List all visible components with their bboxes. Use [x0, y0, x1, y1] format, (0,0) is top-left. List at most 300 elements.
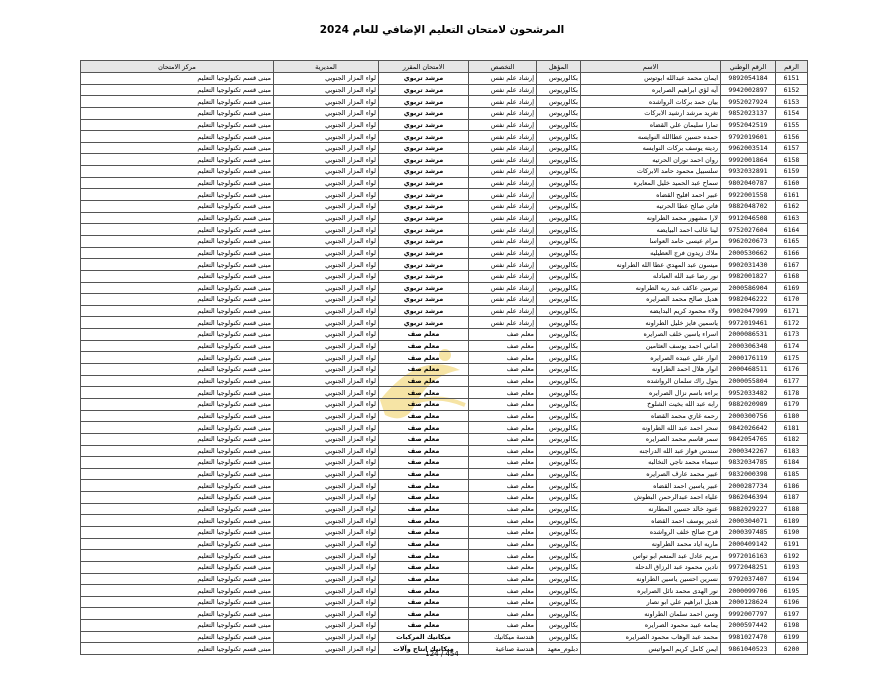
national-id-cell: 9972016163: [721, 550, 776, 562]
national-id-cell: 9852023137: [721, 107, 776, 119]
table-row: [81, 212, 808, 224]
qualification-cell: بكالوريوس: [537, 468, 581, 480]
exam-center-cell: مبنى قسم تكنولوجيا التعليم: [81, 84, 274, 96]
table-row: [81, 492, 808, 504]
exam-center-cell: مبنى قسم تكنولوجيا التعليم: [81, 375, 274, 387]
table-row: [81, 596, 808, 608]
table-row: [81, 585, 808, 597]
exam-center-cell: مبنى قسم تكنولوجيا التعليم: [81, 398, 274, 410]
exam-subject-cell: معلم صف: [379, 503, 469, 515]
table-row: [81, 119, 808, 131]
specialization-cell: هندسة ميكانيك: [469, 631, 537, 643]
national-id-cell: 9981027470: [721, 631, 776, 643]
qualification-cell: بكالوريوس: [537, 515, 581, 527]
exam-center-cell: مبنى قسم تكنولوجيا التعليم: [81, 492, 274, 504]
directorate-cell: لواء المزار الجنوبي: [274, 457, 379, 469]
exam-subject-cell: مرشد تربوي: [379, 96, 469, 108]
exam-subject-cell: معلم صف: [379, 515, 469, 527]
qualification-cell: بكالوريوس: [537, 433, 581, 445]
directorate-cell: لواء المزار الجنوبي: [274, 375, 379, 387]
table-body: [81, 73, 808, 655]
exam-center-cell: مبنى قسم تكنولوجيا التعليم: [81, 142, 274, 154]
specialization-cell: إرشاد علم نفس: [469, 294, 537, 306]
qualification-cell: بكالوريوس: [537, 398, 581, 410]
row-number-cell: 6198: [776, 620, 808, 632]
row-number-cell: 6154: [776, 107, 808, 119]
table-row: [81, 96, 808, 108]
row-number-cell: 6184: [776, 457, 808, 469]
exam-subject-cell: معلم صف: [379, 422, 469, 434]
exam-center-cell: مبنى قسم تكنولوجيا التعليم: [81, 282, 274, 294]
national-id-cell: 9992001864: [721, 154, 776, 166]
qualification-cell: بكالوريوس: [537, 526, 581, 538]
qualification-cell: بكالوريوس: [537, 329, 581, 341]
candidate-name-cell: وسن احمد سلمان الطراونه: [581, 608, 721, 620]
national-id-cell: 2000099706: [721, 585, 776, 597]
candidate-name-cell: سماح عبد الحميد خليل المعايره: [581, 177, 721, 189]
national-id-cell: 9832000398: [721, 468, 776, 480]
exam-subject-cell: معلم صف: [379, 410, 469, 422]
header-center: مركز الامتحان: [81, 61, 274, 73]
directorate-cell: لواء المزار الجنوبي: [274, 247, 379, 259]
qualification-cell: بكالوريوس: [537, 305, 581, 317]
qualification-cell: بكالوريوس: [537, 503, 581, 515]
row-number-cell: 6169: [776, 282, 808, 294]
qualification-cell: بكالوريوس: [537, 352, 581, 364]
national-id-cell: 9892054184: [721, 73, 776, 85]
qualification-cell: بكالوريوس: [537, 166, 581, 178]
row-number-cell: 6172: [776, 317, 808, 329]
national-id-cell: 2000287734: [721, 480, 776, 492]
qualification-cell: بكالوريوس: [537, 154, 581, 166]
row-number-cell: 6153: [776, 96, 808, 108]
national-id-cell: 2000597442: [721, 620, 776, 632]
candidate-name-cell: بيان حمد بركات الرواشده: [581, 96, 721, 108]
row-number-cell: 6161: [776, 189, 808, 201]
specialization-cell: إرشاد علم نفس: [469, 247, 537, 259]
exam-center-cell: مبنى قسم تكنولوجيا التعليم: [81, 154, 274, 166]
specialization-cell: إرشاد علم نفس: [469, 305, 537, 317]
directorate-cell: لواء المزار الجنوبي: [274, 305, 379, 317]
exam-subject-cell: مرشد تربوي: [379, 177, 469, 189]
row-number-cell: 6159: [776, 166, 808, 178]
exam-subject-cell: ميكانيك المركبات: [379, 631, 469, 643]
candidate-name-cell: بتول راك سلمان الرواشده: [581, 375, 721, 387]
qualification-cell: بكالوريوس: [537, 561, 581, 573]
table-row: [81, 364, 808, 376]
candidate-name-cell: ايمن كامل كريم المواتيس: [581, 643, 721, 655]
exam-subject-cell: معلم صف: [379, 340, 469, 352]
national-id-cell: 9942002897: [721, 84, 776, 96]
exam-subject-cell: معلم صف: [379, 561, 469, 573]
specialization-cell: إرشاد علم نفس: [469, 131, 537, 143]
national-id-cell: 2000306348: [721, 340, 776, 352]
table-row: [81, 503, 808, 515]
national-id-cell: 2000586904: [721, 282, 776, 294]
national-id-cell: 2000530662: [721, 247, 776, 259]
exam-center-cell: مبنى قسم تكنولوجيا التعليم: [81, 620, 274, 632]
table-row: [81, 247, 808, 259]
exam-subject-cell: معلم صف: [379, 398, 469, 410]
candidate-name-cell: نسرين احسين ياسين الطراونه: [581, 573, 721, 585]
qualification-cell: بكالوريوس: [537, 142, 581, 154]
candidate-name-cell: محمد عبد الوهاب محمود الصرايره: [581, 631, 721, 643]
qualification-cell: بكالوريوس: [537, 247, 581, 259]
candidate-name-cell: سندس فواز عبد الله الدراجنه: [581, 445, 721, 457]
specialization-cell: إرشاد علم نفس: [469, 189, 537, 201]
national-id-cell: 2000300756: [721, 410, 776, 422]
row-number-cell: 6186: [776, 480, 808, 492]
exam-subject-cell: معلم صف: [379, 550, 469, 562]
exam-subject-cell: معلم صف: [379, 457, 469, 469]
qualification-cell: بكالوريوس: [537, 96, 581, 108]
row-number-cell: 6151: [776, 73, 808, 85]
exam-center-cell: مبنى قسم تكنولوجيا التعليم: [81, 573, 274, 585]
table-row: [81, 259, 808, 271]
row-number-cell: 6187: [776, 492, 808, 504]
row-number-cell: 6152: [776, 84, 808, 96]
row-number-cell: 6158: [776, 154, 808, 166]
exam-subject-cell: مرشد تربوي: [379, 282, 469, 294]
row-number-cell: 6162: [776, 201, 808, 213]
table-row: [81, 573, 808, 585]
specialization-cell: إرشاد علم نفس: [469, 282, 537, 294]
exam-subject-cell: مرشد تربوي: [379, 235, 469, 247]
row-number-cell: 6181: [776, 422, 808, 434]
exam-subject-cell: معلم صف: [379, 433, 469, 445]
specialization-cell: معلم صف: [469, 329, 537, 341]
qualification-cell: بكالوريوس: [537, 620, 581, 632]
table-row: [81, 317, 808, 329]
table-row: [81, 235, 808, 247]
table-row: [81, 561, 808, 573]
exam-subject-cell: معلم صف: [379, 375, 469, 387]
exam-center-cell: مبنى قسم تكنولوجيا التعليم: [81, 212, 274, 224]
national-id-cell: 9842054765: [721, 433, 776, 445]
specialization-cell: معلم صف: [469, 433, 537, 445]
specialization-cell: إرشاد علم نفس: [469, 224, 537, 236]
exam-subject-cell: مرشد تربوي: [379, 154, 469, 166]
row-number-cell: 6170: [776, 294, 808, 306]
exam-center-cell: مبنى قسم تكنولوجيا التعليم: [81, 631, 274, 643]
exam-subject-cell: ميكانيك انتاج وآلات: [379, 643, 469, 655]
specialization-cell: إرشاد علم نفس: [469, 270, 537, 282]
national-id-cell: 2000397485: [721, 526, 776, 538]
candidate-name-cell: مريم عادل عبد المنعم ابو نواس: [581, 550, 721, 562]
row-number-cell: 6171: [776, 305, 808, 317]
header-qualification: المؤهل: [537, 61, 581, 73]
specialization-cell: معلم صف: [469, 387, 537, 399]
candidate-name-cell: حمده حسين عطاالله النوايسه: [581, 131, 721, 143]
qualification-cell: بكالوريوس: [537, 608, 581, 620]
qualification-cell: بكالوريوس: [537, 457, 581, 469]
row-number-cell: 6182: [776, 433, 808, 445]
directorate-cell: لواء المزار الجنوبي: [274, 154, 379, 166]
table-row: [81, 224, 808, 236]
exam-center-cell: مبنى قسم تكنولوجيا التعليم: [81, 410, 274, 422]
row-number-cell: 6167: [776, 259, 808, 271]
national-id-cell: 2000055804: [721, 375, 776, 387]
table-row: [81, 189, 808, 201]
exam-center-cell: مبنى قسم تكنولوجيا التعليم: [81, 468, 274, 480]
exam-subject-cell: مرشد تربوي: [379, 107, 469, 119]
qualification-cell: بكالوريوس: [537, 573, 581, 585]
exam-center-cell: مبنى قسم تكنولوجيا التعليم: [81, 131, 274, 143]
candidate-name-cell: اماني احمد يوسف العثامين: [581, 340, 721, 352]
specialization-cell: إرشاد علم نفس: [469, 154, 537, 166]
qualification-cell: بكالوريوس: [537, 189, 581, 201]
row-number-cell: 6193: [776, 561, 808, 573]
directorate-cell: لواء المزار الجنوبي: [274, 177, 379, 189]
national-id-cell: 9902031430: [721, 259, 776, 271]
row-number-cell: 6177: [776, 375, 808, 387]
national-id-cell: 2000086531: [721, 329, 776, 341]
directorate-cell: لواء المزار الجنوبي: [274, 573, 379, 585]
national-id-cell: 9952027924: [721, 96, 776, 108]
national-id-cell: 9992007797: [721, 608, 776, 620]
exam-center-cell: مبنى قسم تكنولوجيا التعليم: [81, 526, 274, 538]
candidate-name-cell: يمامه عبيد محمود الصرايره: [581, 620, 721, 632]
exam-subject-cell: مرشد تربوي: [379, 131, 469, 143]
row-number-cell: 6157: [776, 142, 808, 154]
exam-center-cell: مبنى قسم تكنولوجيا التعليم: [81, 235, 274, 247]
exam-center-cell: مبنى قسم تكنولوجيا التعليم: [81, 433, 274, 445]
directorate-cell: لواء المزار الجنوبي: [274, 282, 379, 294]
row-number-cell: 6164: [776, 224, 808, 236]
table-row: [81, 480, 808, 492]
row-number-cell: 6180: [776, 410, 808, 422]
specialization-cell: إرشاد علم نفس: [469, 212, 537, 224]
exam-center-cell: مبنى قسم تكنولوجيا التعليم: [81, 503, 274, 515]
qualification-cell: بكالوريوس: [537, 375, 581, 387]
exam-subject-cell: مرشد تربوي: [379, 212, 469, 224]
table-row: [81, 142, 808, 154]
page-title: المرشحون لامتحان التعليم الإضافي للعام 2024: [319, 24, 565, 36]
specialization-cell: إرشاد علم نفس: [469, 73, 537, 85]
candidate-name-cell: ميسون عبد المهدي عطا الله الطراونه: [581, 259, 721, 271]
row-number-cell: 6185: [776, 468, 808, 480]
directorate-cell: لواء المزار الجنوبي: [274, 387, 379, 399]
exam-subject-cell: مرشد تربوي: [379, 166, 469, 178]
exam-center-cell: مبنى قسم تكنولوجيا التعليم: [81, 119, 274, 131]
table-row: [81, 538, 808, 550]
specialization-cell: معلم صف: [469, 550, 537, 562]
exam-center-cell: مبنى قسم تكنولوجيا التعليم: [81, 166, 274, 178]
qualification-cell: بكالوريوس: [537, 131, 581, 143]
qualification-cell: بكالوريوس: [537, 340, 581, 352]
directorate-cell: لواء المزار الجنوبي: [274, 550, 379, 562]
row-number-cell: 6156: [776, 131, 808, 143]
directorate-cell: لواء المزار الجنوبي: [274, 294, 379, 306]
directorate-cell: لواء المزار الجنوبي: [274, 398, 379, 410]
row-number-cell: 6188: [776, 503, 808, 515]
table-row: [81, 445, 808, 457]
exam-center-cell: مبنى قسم تكنولوجيا التعليم: [81, 201, 274, 213]
row-number-cell: 6200: [776, 643, 808, 655]
directorate-cell: لواء المزار الجنوبي: [274, 119, 379, 131]
national-id-cell: 9861040523: [721, 643, 776, 655]
directorate-cell: لواء المزار الجنوبي: [274, 270, 379, 282]
table-row: [81, 387, 808, 399]
exam-subject-cell: مرشد تربوي: [379, 224, 469, 236]
directorate-cell: لواء المزار الجنوبي: [274, 433, 379, 445]
qualification-cell: بكالوريوس: [537, 631, 581, 643]
candidate-name-cell: سلسبيل محمود حامد الابركات: [581, 166, 721, 178]
specialization-cell: معلم صف: [469, 445, 537, 457]
specialization-cell: معلم صف: [469, 596, 537, 608]
candidate-name-cell: انوار هلال احمد الطراونه: [581, 364, 721, 376]
candidate-name-cell: روان احمد نوران الحرتيه: [581, 154, 721, 166]
qualification-cell: بكالوريوس: [537, 224, 581, 236]
row-number-cell: 6183: [776, 445, 808, 457]
exam-center-cell: مبنى قسم تكنولوجيا التعليم: [81, 259, 274, 271]
directorate-cell: لواء المزار الجنوبي: [274, 561, 379, 573]
exam-subject-cell: معلم صف: [379, 387, 469, 399]
specialization-cell: إرشاد علم نفس: [469, 166, 537, 178]
candidate-name-cell: ملاك زيدون فرج العطيليه: [581, 247, 721, 259]
row-number-cell: 6197: [776, 608, 808, 620]
exam-subject-cell: معلم صف: [379, 596, 469, 608]
exam-center-cell: مبنى قسم تكنولوجيا التعليم: [81, 596, 274, 608]
directorate-cell: لواء المزار الجنوبي: [274, 515, 379, 527]
row-number-cell: 6176: [776, 364, 808, 376]
qualification-cell: بكالوريوس: [537, 492, 581, 504]
header-national-id: الرقم الوطني: [721, 61, 776, 73]
specialization-cell: معلم صف: [469, 480, 537, 492]
candidate-name-cell: ماريه اياد محمد الطراونه: [581, 538, 721, 550]
national-id-cell: 9792037407: [721, 573, 776, 585]
directorate-cell: لواء المزار الجنوبي: [274, 596, 379, 608]
candidate-name-cell: نور الهدى محمد نائل الصرايره: [581, 585, 721, 597]
exam-subject-cell: مرشد تربوي: [379, 73, 469, 85]
exam-subject-cell: معلم صف: [379, 620, 469, 632]
candidate-name-cell: آيه لؤي ابراهيم الصرايره: [581, 84, 721, 96]
table-row: [81, 177, 808, 189]
row-number-cell: 6194: [776, 573, 808, 585]
exam-subject-cell: مرشد تربوي: [379, 189, 469, 201]
specialization-cell: معلم صف: [469, 515, 537, 527]
qualification-cell: بكالوريوس: [537, 235, 581, 247]
exam-center-cell: مبنى قسم تكنولوجيا التعليم: [81, 561, 274, 573]
national-id-cell: 9922001558: [721, 189, 776, 201]
row-number-cell: 6160: [776, 177, 808, 189]
exam-subject-cell: مرشد تربوي: [379, 201, 469, 213]
directorate-cell: لواء المزار الجنوبي: [274, 142, 379, 154]
exam-subject-cell: معلم صف: [379, 329, 469, 341]
row-number-cell: 6178: [776, 387, 808, 399]
qualification-cell: بكالوريوس: [537, 259, 581, 271]
directorate-cell: لواء المزار الجنوبي: [274, 166, 379, 178]
candidate-name-cell: اسراء ياسين خلف الصرايره: [581, 329, 721, 341]
specialization-cell: إرشاد علم نفس: [469, 96, 537, 108]
table-row: [81, 526, 808, 538]
header-name: الاسم: [581, 61, 721, 73]
national-id-cell: 2000128624: [721, 596, 776, 608]
directorate-cell: لواء المزار الجنوبي: [274, 96, 379, 108]
candidate-name-cell: رديته يوسف بركات النوايسه: [581, 142, 721, 154]
exam-center-cell: مبنى قسم تكنولوجيا التعليم: [81, 457, 274, 469]
specialization-cell: معلم صف: [469, 398, 537, 410]
exam-center-cell: مبنى قسم تكنولوجيا التعليم: [81, 96, 274, 108]
directorate-cell: لواء المزار الجنوبي: [274, 468, 379, 480]
candidate-name-cell: براءه باسم نزال الصرايره: [581, 387, 721, 399]
directorate-cell: لواء المزار الجنوبي: [274, 201, 379, 213]
exam-subject-cell: مرشد تربوي: [379, 247, 469, 259]
directorate-cell: لواء المزار الجنوبي: [274, 364, 379, 376]
exam-subject-cell: مرشد تربوي: [379, 142, 469, 154]
table-row: [81, 550, 808, 562]
national-id-cell: 9882048702: [721, 201, 776, 213]
row-number-cell: 6192: [776, 550, 808, 562]
directorate-cell: لواء المزار الجنوبي: [274, 352, 379, 364]
directorate-cell: لواء المزار الجنوبي: [274, 224, 379, 236]
exam-center-cell: مبنى قسم تكنولوجيا التعليم: [81, 585, 274, 597]
national-id-cell: 9802040787: [721, 177, 776, 189]
exam-subject-cell: معلم صف: [379, 538, 469, 550]
candidate-name-cell: هديل صالح محمد الصرايره: [581, 294, 721, 306]
directorate-cell: لواء المزار الجنوبي: [274, 643, 379, 655]
national-id-cell: 9832034785: [721, 457, 776, 469]
qualification-cell: بكالوريوس: [537, 364, 581, 376]
exam-subject-cell: معلم صف: [379, 526, 469, 538]
candidate-name-cell: هديل ابراهيم علي ابو نصار: [581, 596, 721, 608]
exam-center-cell: مبنى قسم تكنولوجيا التعليم: [81, 352, 274, 364]
qualification-cell: بكالوريوس: [537, 282, 581, 294]
qualification-cell: بكالوريوس: [537, 387, 581, 399]
national-id-cell: 9962003514: [721, 142, 776, 154]
qualification-cell: بكالوريوس: [537, 270, 581, 282]
row-number-cell: 6195: [776, 585, 808, 597]
row-number-cell: 6173: [776, 329, 808, 341]
exam-center-cell: مبنى قسم تكنولوجيا التعليم: [81, 364, 274, 376]
exam-subject-cell: معلم صف: [379, 480, 469, 492]
table-row: [81, 375, 808, 387]
directorate-cell: لواء المزار الجنوبي: [274, 526, 379, 538]
national-id-cell: 9952033482: [721, 387, 776, 399]
table-row: [81, 107, 808, 119]
exam-subject-cell: معلم صف: [379, 608, 469, 620]
exam-center-cell: مبنى قسم تكنولوجيا التعليم: [81, 329, 274, 341]
table-row: [81, 410, 808, 422]
exam-subject-cell: معلم صف: [379, 445, 469, 457]
row-number-cell: 6191: [776, 538, 808, 550]
table-row: [81, 398, 808, 410]
exam-center-cell: مبنى قسم تكنولوجيا التعليم: [81, 270, 274, 282]
specialization-cell: إرشاد علم نفس: [469, 317, 537, 329]
national-id-cell: 9982046222: [721, 294, 776, 306]
page-number: 124 / 454: [425, 650, 459, 658]
header-specialization: التخصص: [469, 61, 537, 73]
national-id-cell: 9882029227: [721, 503, 776, 515]
national-id-cell: 9902047999: [721, 305, 776, 317]
table-row: [81, 282, 808, 294]
specialization-cell: إرشاد علم نفس: [469, 84, 537, 96]
specialization-cell: معلم صف: [469, 526, 537, 538]
specialization-cell: معلم صف: [469, 364, 537, 376]
directorate-cell: لواء المزار الجنوبي: [274, 538, 379, 550]
exam-center-cell: مبنى قسم تكنولوجيا التعليم: [81, 224, 274, 236]
exam-center-cell: مبنى قسم تكنولوجيا التعليم: [81, 643, 274, 655]
table-row: [81, 608, 808, 620]
national-id-cell: 9882020989: [721, 398, 776, 410]
exam-center-cell: مبنى قسم تكنولوجيا التعليم: [81, 340, 274, 352]
candidate-name-cell: علياء احمد عبدالرحمن البطوش: [581, 492, 721, 504]
candidate-name-cell: لارا مشهور محمد الطراونه: [581, 212, 721, 224]
candidates-table-wrapper: [80, 60, 807, 655]
exam-center-cell: مبنى قسم تكنولوجيا التعليم: [81, 445, 274, 457]
row-number-cell: 6168: [776, 270, 808, 282]
table-row: [81, 468, 808, 480]
